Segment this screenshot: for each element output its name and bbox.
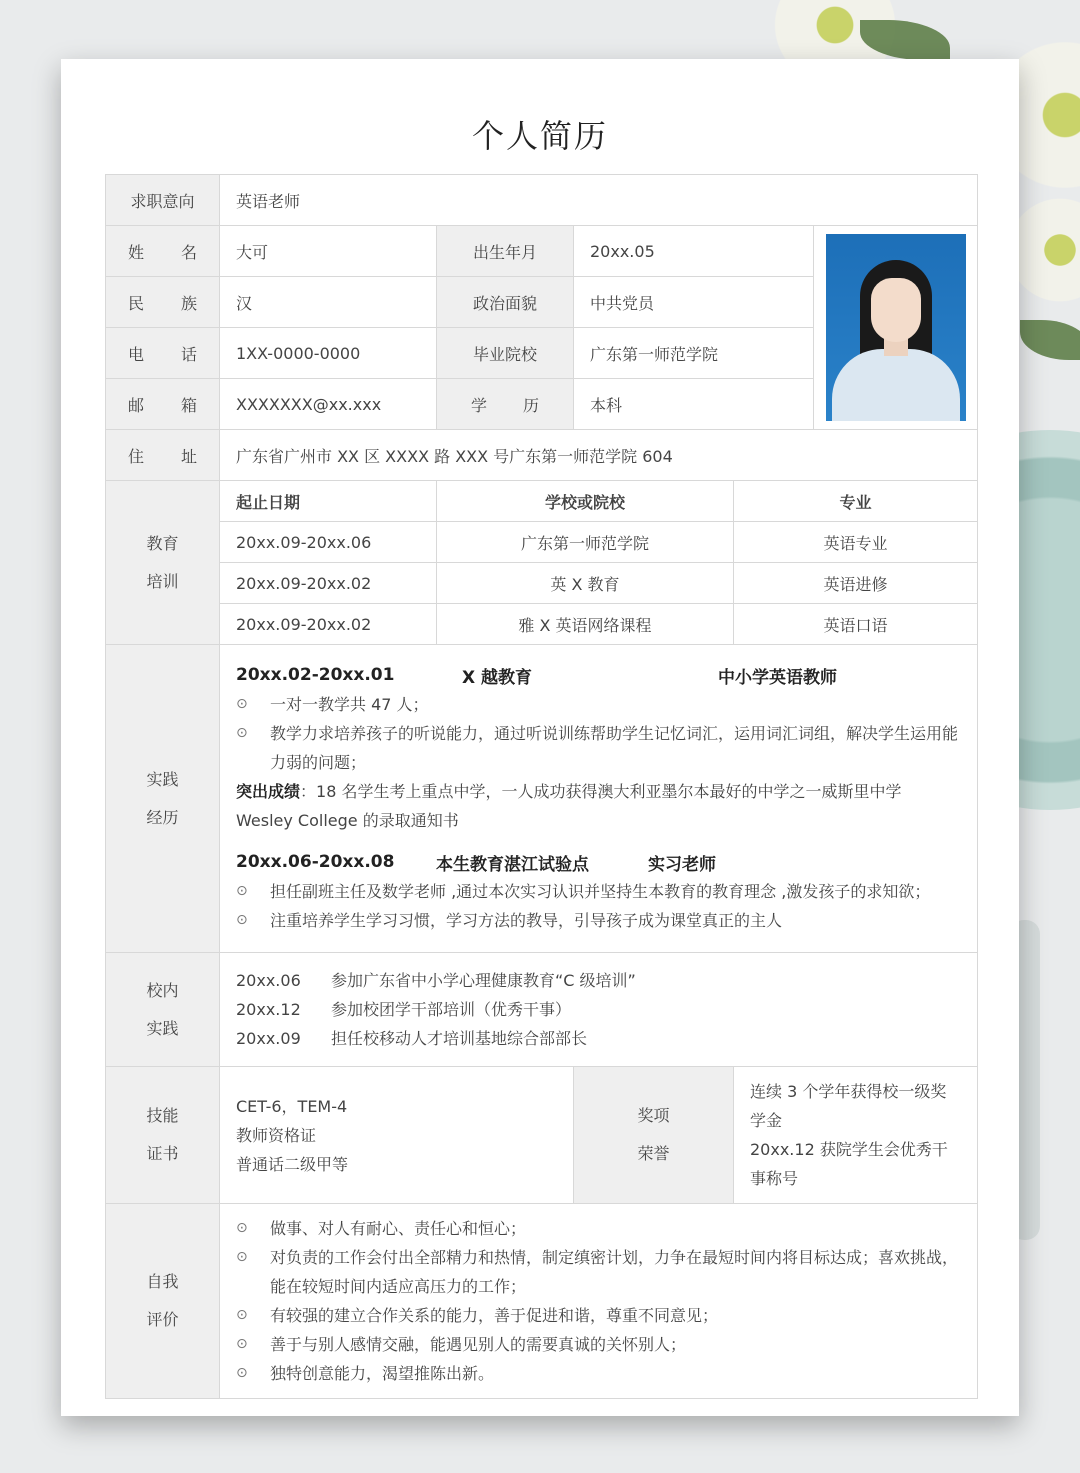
campus-date: 20xx.06 <box>236 971 301 990</box>
self-eval-item: 对负责的工作会付出全部精力和热情，制定缜密计划，力争在最短时间内将目标达成；喜欢挑战，能在较短时间内适应高压力的工作； <box>270 1248 959 1296</box>
target-bullet-icon: ⊙ <box>236 1365 248 1381</box>
job1-date: 20xx.02-20xx.01 <box>236 665 395 685</box>
campus-text: 参加广东省中小学心理健康教育“C 级培训” <box>331 971 636 990</box>
list-item <box>236 1243 961 1301</box>
list-item: 20xx.12 获院学生会优秀干事称号 <box>750 1140 948 1188</box>
practice-row <box>106 645 978 953</box>
school-label: 毕业院校 <box>437 328 574 379</box>
self-eval-label-2: 评价 <box>146 1310 179 1329</box>
education-label-1: 教育 <box>146 533 179 553</box>
self-eval-row <box>106 1204 978 1399</box>
job1-achievement <box>236 777 961 835</box>
resume-paper <box>61 59 1019 1416</box>
job2-role: 实习老师 <box>648 854 716 875</box>
practice-label <box>106 645 220 953</box>
decor-leaf-2 <box>1020 320 1080 360</box>
school-value: 广东第一师范学院 <box>574 328 814 379</box>
edu-major: 英语口语 <box>734 604 978 645</box>
self-eval-label-1: 自我 <box>146 1272 179 1291</box>
target-bullet-icon: ⊙ <box>236 1249 248 1265</box>
list-item <box>236 995 961 1024</box>
edu-header-school: 学校或院校 <box>437 481 734 522</box>
degree-label: 学 历 <box>437 379 574 430</box>
photo-cell <box>814 226 978 430</box>
target-bullet-icon: ⊙ <box>236 1336 248 1352</box>
edu-date: 20xx.09-20xx.06 <box>220 522 437 563</box>
politics-value: 中共党员 <box>574 277 814 328</box>
self-eval-item: 善于与别人感情交融，能遇见别人的需要真诚的关怀别人； <box>270 1335 687 1354</box>
list-item: CET-6，TEM-4 <box>236 1096 348 1116</box>
degree-value: 本科 <box>574 379 814 430</box>
list-item <box>236 719 961 777</box>
practice-label-1: 实践 <box>146 769 179 789</box>
list-item <box>236 1214 961 1243</box>
table-row <box>106 604 978 645</box>
achievement-text: ：18 名学生考上重点中学，一人成功获得澳大利亚墨尔本最好的中学之一威斯里中学 Wesley College 的录取通知书 <box>236 782 902 830</box>
job-intention-value: 英语老师 <box>220 175 978 226</box>
edu-school: 雅 X 英语网络课程 <box>437 604 734 645</box>
awards-label <box>574 1067 734 1204</box>
self-eval-item: 有较强的建立合作关系的能力，善于促进和谐，尊重不同意见； <box>270 1306 719 1325</box>
job1-role: 中小学英语教师 <box>718 667 837 688</box>
row-job-intention <box>106 175 978 226</box>
self-eval-label <box>106 1204 220 1399</box>
phone-label: 电 话 <box>106 328 220 379</box>
list-item <box>236 1359 961 1388</box>
edu-date: 20xx.09-20xx.02 <box>220 563 437 604</box>
email-label: 邮 箱 <box>106 379 220 430</box>
self-eval-item: 做事、对人有耐心、责任心和恒心； <box>270 1219 527 1238</box>
campus-label <box>106 953 220 1067</box>
edu-school: 英 X 教育 <box>437 563 734 604</box>
email-value: XXXXXXX@xx.xxx <box>220 379 437 430</box>
campus-text: 担任校移动人才培训基地综合部部长 <box>331 1029 588 1048</box>
name-value: 大可 <box>220 226 437 277</box>
target-bullet-icon: ⊙ <box>236 725 248 741</box>
photo-face <box>871 278 921 342</box>
politics-label: 政治面貌 <box>437 277 574 328</box>
achievement-label: 突出成绩 <box>236 782 301 801</box>
birth-value: 20xx.05 <box>574 226 814 277</box>
phone-value: 1XX-0000-0000 <box>220 328 437 379</box>
address-label: 住 址 <box>106 430 220 481</box>
job1-org: X 越教育 <box>462 667 533 688</box>
campus-text: 参加校团学干部培训（优秀干事） <box>331 1000 572 1019</box>
campus-label-2: 实践 <box>146 1018 179 1038</box>
campus-label-1: 校内 <box>146 980 179 1000</box>
target-bullet-icon: ⊙ <box>236 883 248 899</box>
target-bullet-icon: ⊙ <box>236 1307 248 1323</box>
awards-content <box>734 1067 978 1204</box>
address-value: 广东省广州市 XX 区 XXXX 路 XXX 号广东第一师范学院 604 <box>220 430 978 481</box>
campus-content <box>220 953 978 1067</box>
target-bullet-icon: ⊙ <box>236 1220 248 1236</box>
photo-shirt <box>832 349 960 421</box>
portrait-photo <box>826 234 966 421</box>
awards-label-1: 奖项 <box>637 1106 670 1125</box>
page-title: 个人简历 <box>471 117 608 155</box>
edu-major: 英语专业 <box>734 522 978 563</box>
practice-label-2: 经历 <box>146 807 179 827</box>
target-bullet-icon: ⊙ <box>236 912 248 928</box>
list-item <box>236 690 961 719</box>
job2-item: 担任副班主任及数学老师 ,通过本次实习认识并坚持生本教育的教育理念 ,激发孩子的求知欲； <box>270 882 931 901</box>
education-header-row <box>106 481 978 522</box>
skills-content <box>220 1067 574 1204</box>
ethnic-value: 汉 <box>220 277 437 328</box>
table-row <box>106 522 978 563</box>
ethnic-label: 民 族 <box>106 277 220 328</box>
job2-org: 本生教育湛江试验点 <box>436 854 589 875</box>
list-item: 普通话二级甲等 <box>236 1154 349 1174</box>
edu-major: 英语进修 <box>734 563 978 604</box>
job2-item: 注重培养学生学习习惯，学习方法的教导，引导孩子成为课堂真正的主人 <box>270 911 783 930</box>
edu-date: 20xx.09-20xx.02 <box>220 604 437 645</box>
skills-label <box>106 1067 220 1204</box>
row-name <box>106 226 978 277</box>
skills-label-1: 技能 <box>146 1106 179 1125</box>
education-label-2: 培训 <box>146 571 179 591</box>
list-item <box>236 1024 961 1053</box>
birth-label: 出生年月 <box>437 226 574 277</box>
job1-header <box>236 660 961 690</box>
skills-awards-row <box>106 1067 978 1204</box>
list-item <box>236 1301 961 1330</box>
awards-label-2: 荣誉 <box>637 1144 670 1163</box>
table-row <box>106 563 978 604</box>
name-label: 姓 名 <box>106 226 220 277</box>
campus-date: 20xx.09 <box>236 1029 301 1048</box>
edu-school: 广东第一师范学院 <box>437 522 734 563</box>
list-item <box>236 966 961 995</box>
list-item: 连续 3 个学年获得校一级奖学金 <box>750 1082 947 1130</box>
edu-header-date: 起止日期 <box>220 481 437 522</box>
list-item <box>236 906 961 935</box>
list-item: 教师资格证 <box>236 1125 317 1145</box>
resume-table <box>105 174 978 1399</box>
campus-row <box>106 953 978 1067</box>
job2-date: 20xx.06-20xx.08 <box>236 852 395 872</box>
list-item <box>236 877 961 906</box>
edu-header-major: 专业 <box>734 481 978 522</box>
list-item <box>236 1330 961 1359</box>
job-intention-label: 求职意向 <box>106 175 220 226</box>
target-bullet-icon: ⊙ <box>236 696 248 712</box>
campus-date: 20xx.12 <box>236 1000 301 1019</box>
job1-item: 教学力求培养孩子的听说能力，通过听说训练帮助学生记忆词汇，运用词汇词组，解决学生运用能力弱的问题； <box>270 724 959 772</box>
row-address <box>106 430 978 481</box>
practice-content <box>220 645 978 953</box>
job1-item: 一对一教学共 47 人； <box>270 695 429 714</box>
self-eval-content <box>220 1204 978 1399</box>
skills-label-2: 证书 <box>146 1144 179 1163</box>
job2-header <box>236 847 961 877</box>
education-label <box>106 481 220 645</box>
self-eval-item: 独特创意能力，渴望推陈出新。 <box>270 1364 495 1383</box>
